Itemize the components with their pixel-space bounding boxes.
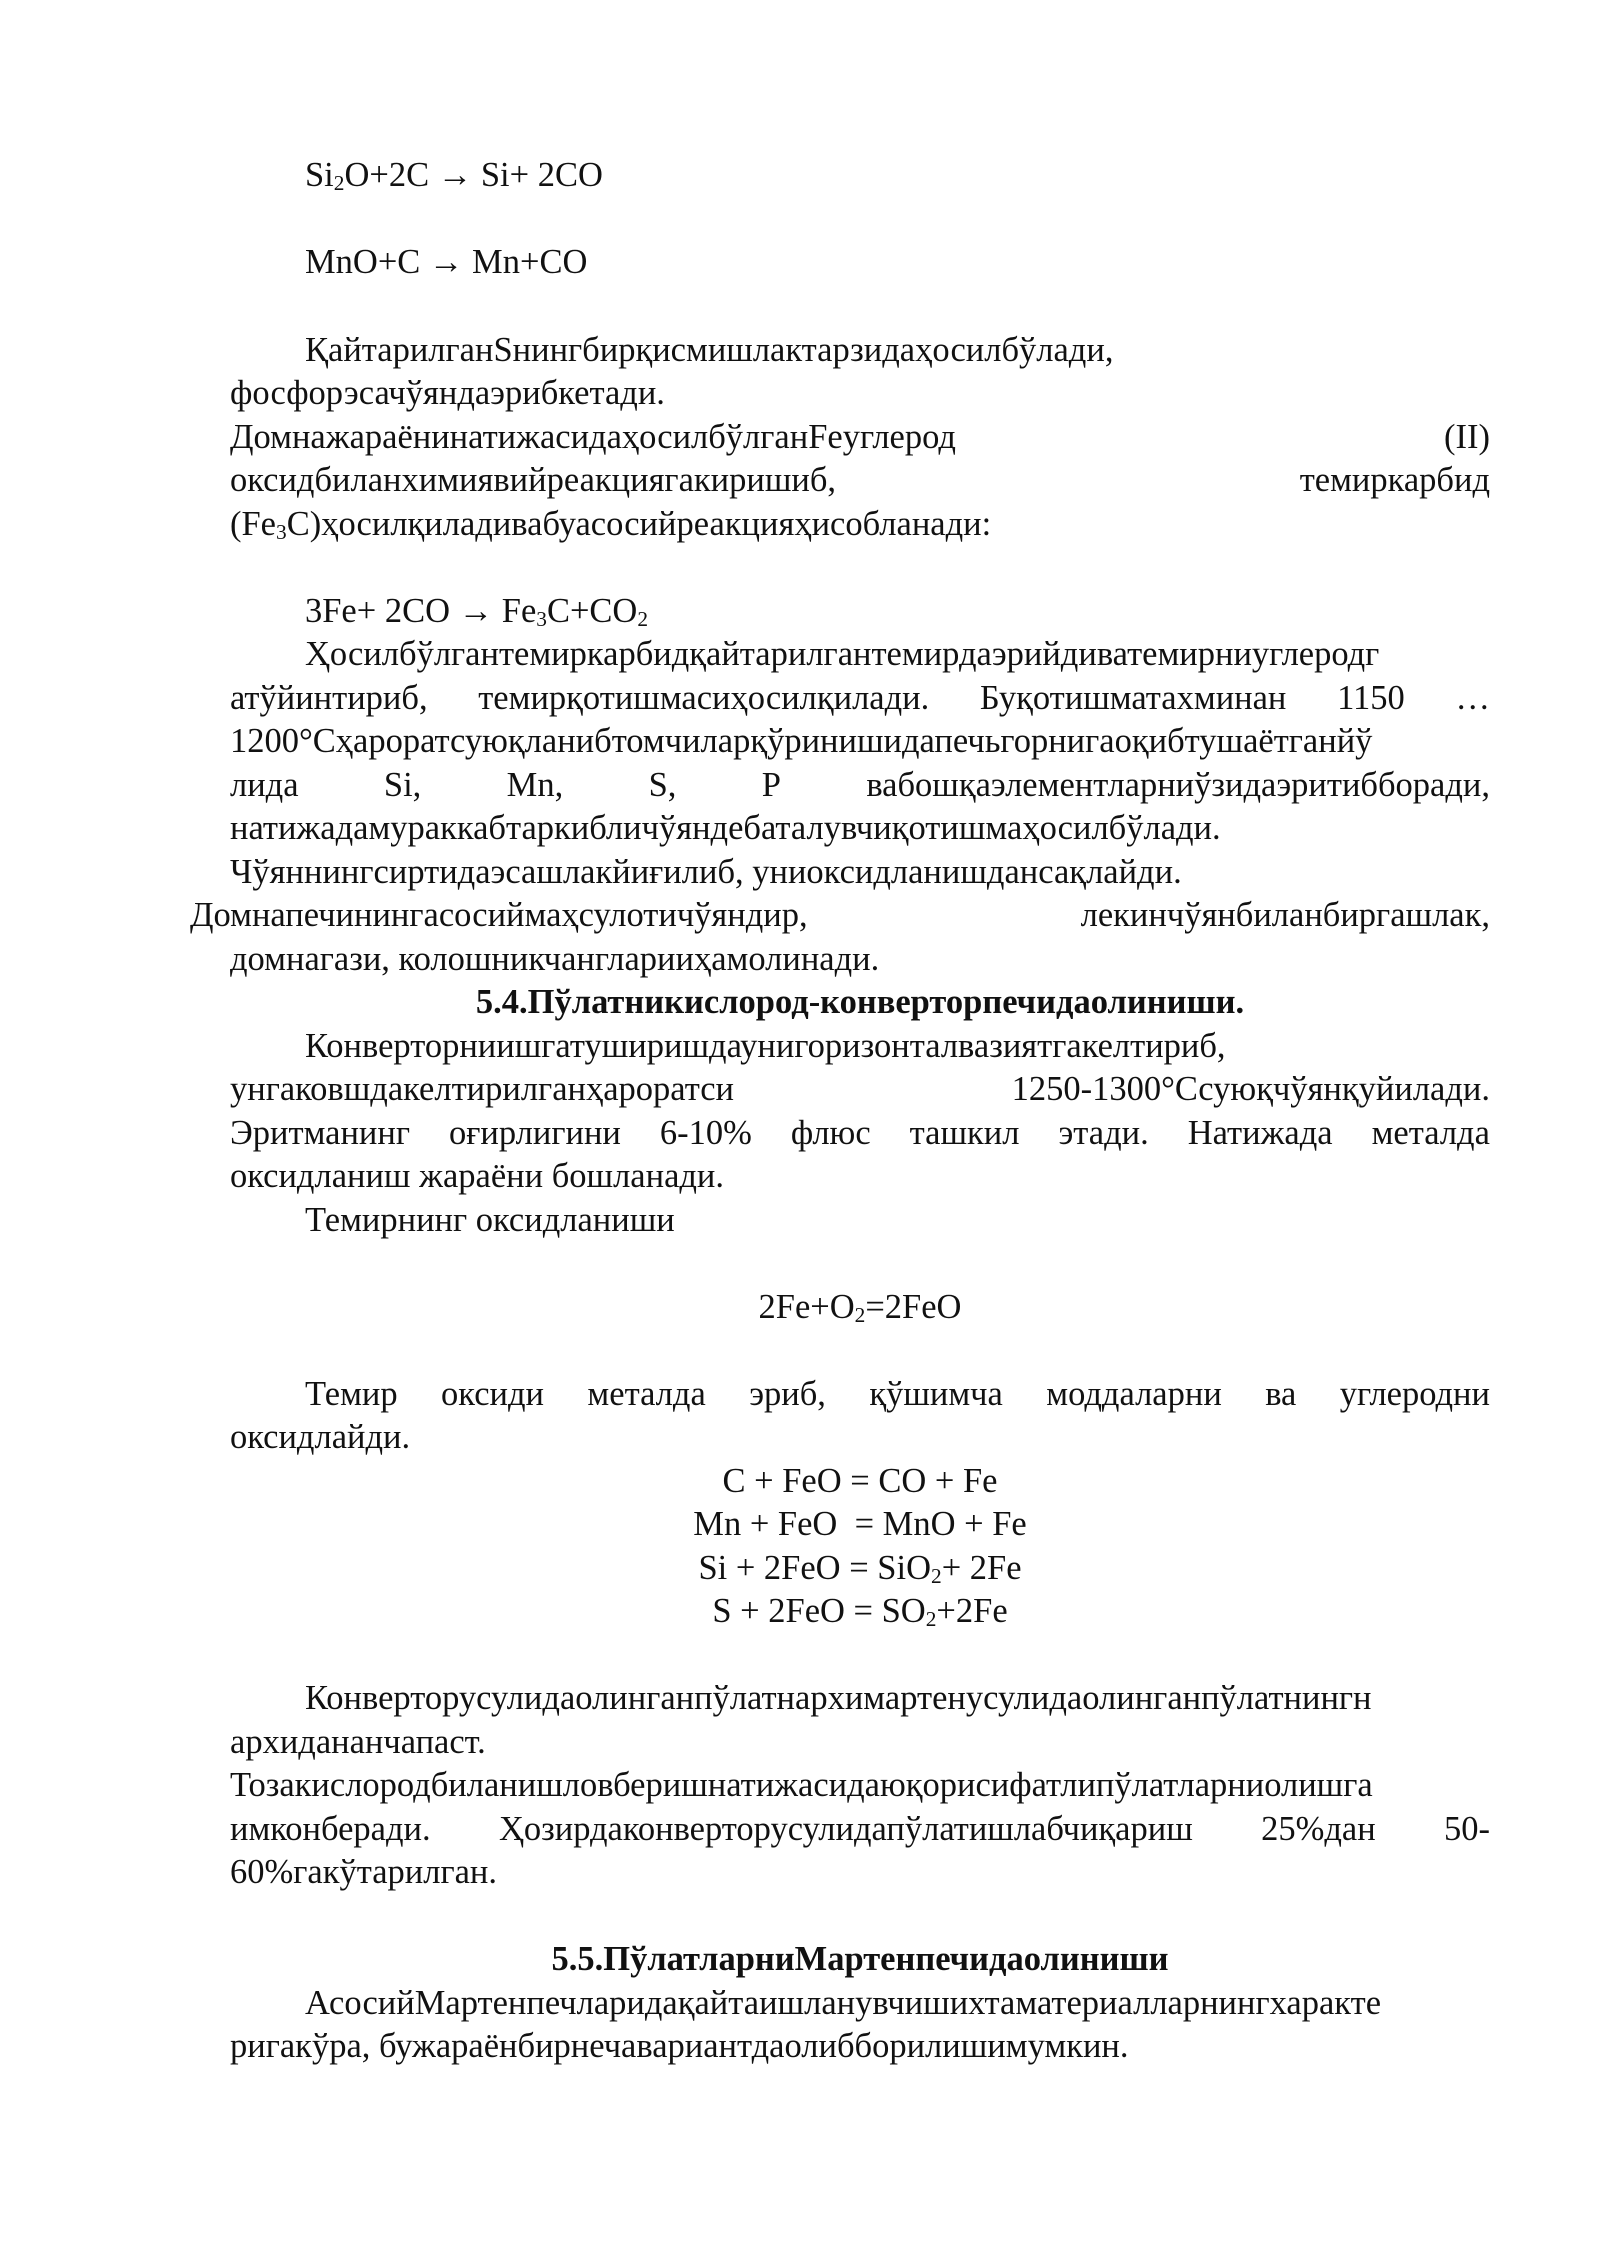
text-line: оксидлайди. [230, 1418, 411, 1456]
text-line: унгаковшдакелтирилганҳароратси 1250-1300°Ссуюқчўянқуйилади. [230, 1070, 1490, 1108]
formula-sulfur-oxidation: $S + 2FeO = SO_2+2Fe$ [712, 1592, 1008, 1631]
text-line: лида Si, Mn, S, P вабошқаэлементларниўзидаэритибборади, [230, 766, 1490, 804]
text-line: Конверторусулидаолинганпўлатнархимартенусулидаолинганпўлатнингн [305, 1679, 1372, 1717]
formula-carbon-oxidation: C + FeO = CO + Fe [722, 1462, 998, 1500]
text-line: Ҳосилбўлгантемиркарбидқайтарилгантемирдаэрийдиватемирниуглеродг [305, 635, 1380, 673]
section-heading-5-5: 5.5.ПўлатларниМартенпечидаолиниши [551, 1940, 1169, 1978]
text-line: Конверторниишгатуширишдаунигоризонталвазиятгакелтириб, [305, 1027, 1226, 1065]
text-line: ДомнажараёнинатижасидаҳосилбўлганFeуглерод (II) [230, 418, 1490, 456]
text-line: 1200°Сҳароратсуюқланибтомчиларқўринишидапечьгорнигаоқибтушаётганйў [230, 722, 1373, 760]
formula-silicon-reduction: $Si_2O+2C \to Si+ 2CO$ [305, 156, 603, 195]
text-line: Темирнинг оксидланиши [305, 1201, 675, 1239]
text-line: архидананчапаст. [230, 1723, 486, 1761]
text-line: АсосийМартенпечларидақайтаишланувчишихтаматериалларнингхаракте [305, 1984, 1382, 2022]
text-line: Темир оксиди металда эриб, қўшимча моддаларни ва углеродни [305, 1375, 1490, 1413]
formula-iron-carbide: $3Fe+ 2CO \to Fe_3C+CO_2$ [305, 592, 649, 631]
formula-iron-oxidation: $2Fe+O_2=2FeO$ [758, 1288, 962, 1327]
text-line: оксидланиш жараёни бошланади. [230, 1157, 725, 1195]
text-line: имконберади. Ҳозирдаконверторусулидапўлатишлабчиқариш 25%дан 50- [230, 1810, 1490, 1848]
text-line: ригакўра, бужараёнбирнечавариантдаолибборилишимумкин. [230, 2027, 1129, 2065]
text-line: фосфорэсачўяндаэрибкетади. [230, 374, 665, 412]
text-line: ҚайтарилганSнингбирқисмишлактарзидаҳосилбўлади, [305, 331, 1114, 369]
text-line: оксидбиланхимиявийреакциягакиришиб, темиркарбид [230, 461, 1490, 499]
formula-silicon-oxidation: Si + 2FeO = SiO$_2$+ 2Fe [698, 1549, 1022, 1588]
text-line: Чўяннингсиртидаэсашлакйиғилиб, униоксидланишдансақлайди. [230, 853, 1182, 891]
text-line: атўйинтириб, темирқотишмасиҳосилқилади. Буқотишматахминан 1150 … [230, 679, 1490, 717]
text-line: натижадамураккабтаркибличўяндебаталувчиқотишмаҳосилбўлади. [230, 809, 1221, 847]
formula-manganese-reduction: MnO+C → Mn+CO [305, 243, 588, 281]
text-line: домнагази, колошникчангларииҳамолинади. [230, 940, 880, 978]
text-line: $(Fe_3C)ҳосилқиладивабуасосийреакцияҳисобланади$: [230, 505, 992, 544]
text-line: 60%гакўтарилган. [230, 1853, 498, 1891]
text-line: Домнапечинингасосиймаҳсулотичўяндир, лекинчўянбиланбиргашлак, [190, 896, 1490, 934]
text-line: Тозакислородбиланишловберишнатижасидаюқорисифатлипўлатларниолишга [230, 1766, 1373, 1804]
text-line: Эритманинг оғирлигини 6-10% флюс ташкил этади. Натижада металда [230, 1114, 1490, 1152]
formula-manganese-oxidation: Mn + FeO = MnO + Fe [693, 1505, 1027, 1543]
section-heading-5-4: 5.4.Пўлатникислород-конверторпечидаолиниши. [475, 983, 1245, 1021]
